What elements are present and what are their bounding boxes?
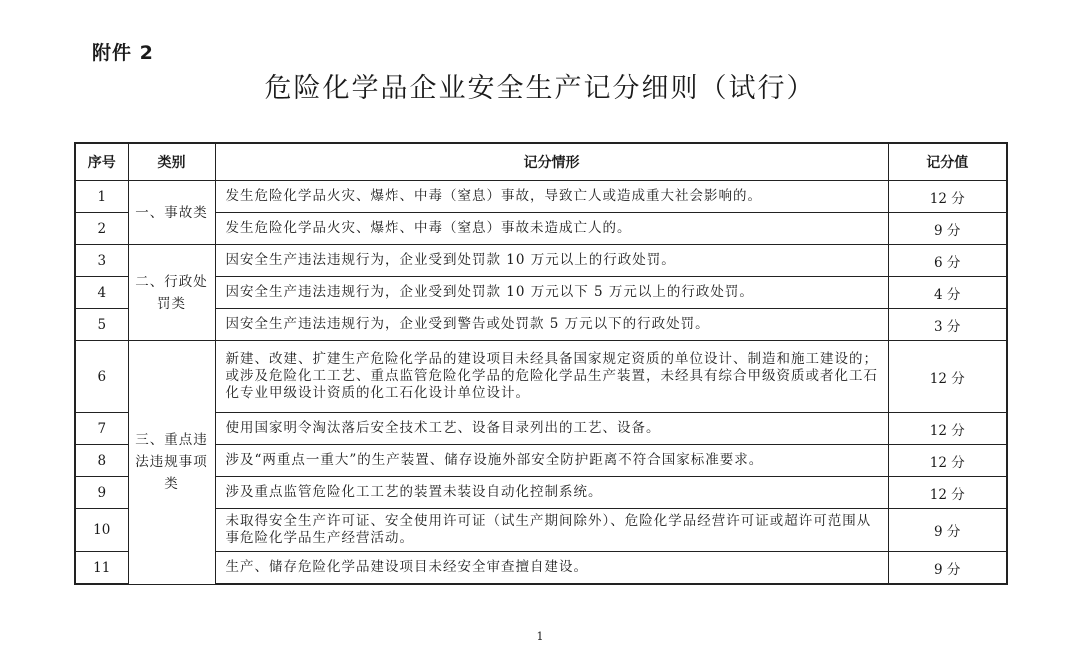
row-no: 3 <box>75 245 128 277</box>
row-no: 5 <box>75 309 128 341</box>
table-row <box>75 509 1007 552</box>
table-row <box>75 552 1007 585</box>
table-row <box>75 181 1007 213</box>
scoring-rules-table <box>74 142 1008 585</box>
row-description: 新建、改建、扩建生产危险化学品的建设项目未经具备国家规定资质的单位设计、制造和施工建设的；或涉及危险化工工艺、重点监管危险化学品的危险化学品生产装置，未经具有综合甲级资质或者化工石化专业甲级设计资质的化工石化设计单位设计。 <box>215 341 888 413</box>
row-description: 发生危险化学品火灾、爆炸、中毒（窒息）事故未造成亡人的。 <box>215 213 888 245</box>
row-no: 8 <box>75 445 128 477</box>
row-no: 11 <box>75 552 128 585</box>
row-no: 6 <box>75 341 128 413</box>
row-no: 4 <box>75 277 128 309</box>
table-row <box>75 277 1007 309</box>
attachment-label: 附件 2 <box>92 42 154 64</box>
row-score: 12 分 <box>888 341 1007 413</box>
row-score: 12 分 <box>888 181 1007 213</box>
row-description: 因安全生产违法违规行为，企业受到警告或处罚款 5 万元以下的行政处罚。 <box>215 309 888 341</box>
table-row <box>75 213 1007 245</box>
row-description: 因安全生产违法违规行为，企业受到处罚款 10 万元以下 5 万元以上的行政处罚。 <box>215 277 888 309</box>
row-description: 使用国家明令淘汰落后安全技术工艺、设备目录列出的工艺、设备。 <box>215 413 888 445</box>
row-description: 未取得安全生产许可证、安全使用许可证（试生产期间除外）、危险化学品经营许可证或超许可范围从事危险化学品生产经营活动。 <box>215 509 888 552</box>
category-penalty <box>128 245 215 341</box>
row-description: 涉及重点监管危险化工工艺的装置未装设自动化控制系统。 <box>215 477 888 509</box>
table-row <box>75 445 1007 477</box>
row-score: 9 分 <box>888 213 1007 245</box>
row-no: 1 <box>75 181 128 213</box>
row-no: 10 <box>75 509 128 552</box>
header-no: 序号 <box>75 143 128 181</box>
row-description: 发生危险化学品火灾、爆炸、中毒（窒息）事故，导致亡人或造成重大社会影响的。 <box>215 181 888 213</box>
table-row <box>75 413 1007 445</box>
header-score: 记分值 <box>888 143 1007 181</box>
page-number: 1 <box>536 630 544 643</box>
table-row <box>75 341 1007 413</box>
table-row <box>75 477 1007 509</box>
row-description: 涉及“两重点一重大”的生产装置、储存设施外部安全防护距离不符合国家标准要求。 <box>215 445 888 477</box>
category-label: 二、行政处罚类 <box>135 273 208 312</box>
row-description: 生产、储存危险化学品建设项目未经安全审查擅自建设。 <box>215 552 888 585</box>
row-score: 12 分 <box>888 413 1007 445</box>
row-score: 3 分 <box>888 309 1007 341</box>
row-score: 12 分 <box>888 477 1007 509</box>
row-no: 7 <box>75 413 128 445</box>
row-score: 4 分 <box>888 277 1007 309</box>
table-header-row <box>75 143 1007 181</box>
header-category: 类别 <box>128 143 215 181</box>
category-violation <box>128 341 215 585</box>
row-score: 6 分 <box>888 245 1007 277</box>
row-score: 9 分 <box>888 509 1007 552</box>
row-no: 2 <box>75 213 128 245</box>
header-description: 记分情形 <box>215 143 888 181</box>
category-label: 三、重点违法违规事项类 <box>135 432 208 493</box>
document-title: 危险化学品企业安全生产记分细则（试行） <box>264 73 816 104</box>
table-row <box>75 309 1007 341</box>
table-row <box>75 245 1007 277</box>
row-description: 因安全生产违法违规行为，企业受到处罚款 10 万元以上的行政处罚。 <box>215 245 888 277</box>
category-label: 一、事故类 <box>135 204 208 221</box>
row-no: 9 <box>75 477 128 509</box>
row-score: 12 分 <box>888 445 1007 477</box>
category-accident <box>128 181 215 245</box>
row-score: 9 分 <box>888 552 1007 585</box>
